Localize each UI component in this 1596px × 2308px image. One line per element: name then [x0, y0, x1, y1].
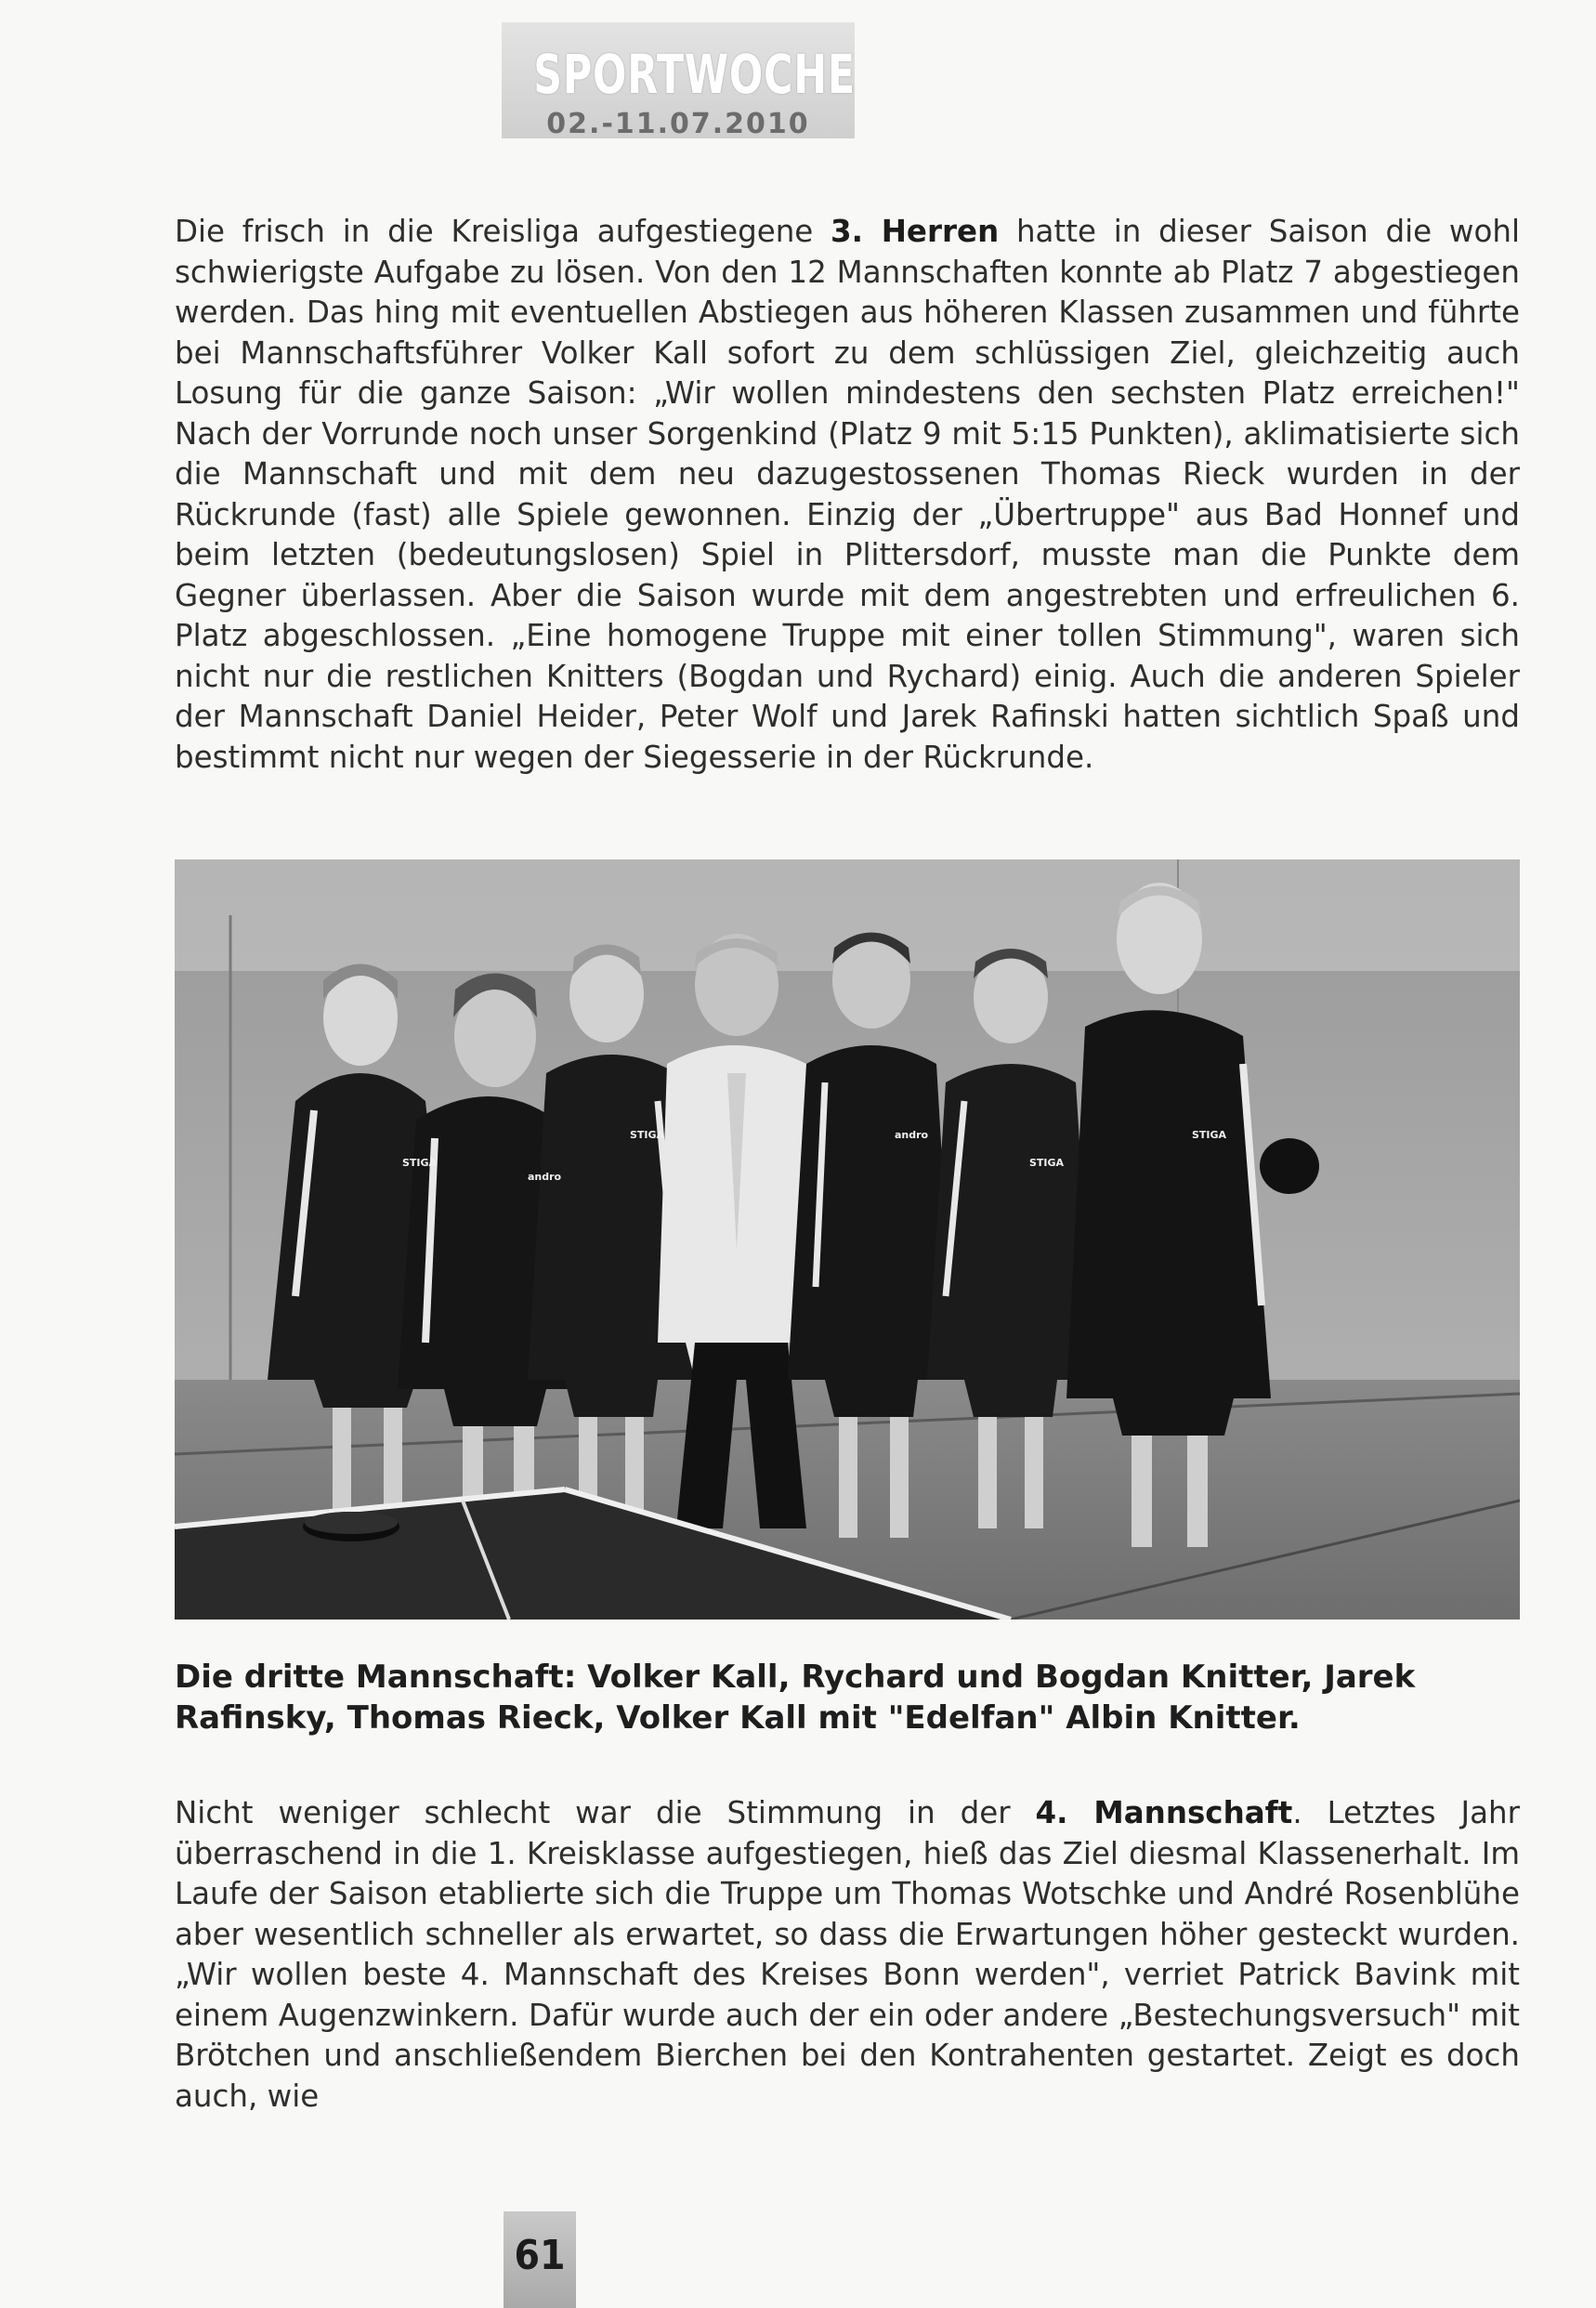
page-number: 61 [514, 2232, 566, 2279]
jersey-logo-text: STIGA [630, 1129, 665, 1141]
paragraph-text: Die frisch in die Kreisliga aufgestiegene [175, 214, 831, 249]
jersey-logo-text: STIGA [1029, 1157, 1065, 1169]
paragraph-text: . Letztes Jahr überraschend in die 1. Kreisklasse aufgestiegen, hieß das Ziel diesmal Klassenerhalt. Im Laufe der Saison etablierte sich die Truppe um Thomas Wotschke und André Rosenblühe aber wesentlich schneller als erwartet, so dass die Erwartungen höher gesteckt wurden. „Wir wollen beste 4. Mannschaft des Kreises Bonn werden", verriet Patrick Bavink mit einem Augenzwinkern. Dafür wurde auch der ein oder andere „Bestechungsversuch" mit Brötchen und anschließendem Bierchen bei den Kontrahenten gestartet. Zeigt es doch auch, wie [175, 1795, 1520, 2114]
page-number-tab [504, 2211, 576, 2308]
article-paragraph-3rd-team [175, 212, 1520, 778]
team-photo-illustration [175, 859, 1520, 1620]
magazine-title: SPORTWOCHE [533, 43, 856, 106]
team-photo [175, 859, 1520, 1620]
issue-date: 02.-11.07.2010 [546, 108, 810, 140]
team-heading-4-mannschaft: 4. Mannschaft [1035, 1795, 1293, 1830]
jersey-logo-text: STIGA [1192, 1129, 1227, 1141]
jersey-logo-text: andro [528, 1171, 562, 1183]
jersey-logo-text: andro [895, 1129, 929, 1141]
photo-caption: Die dritte Mannschaft: Volker Kall, Rychard und Bogdan Knitter, Jarek Rafinsky, Thomas Rieck, Volker Kall mit "Edelfan" Albin Knitter. [175, 1659, 1416, 1737]
jersey-logo-text: STIGA [402, 1157, 438, 1169]
article-paragraph-4th-team [175, 1793, 1520, 2117]
magazine-header [502, 22, 855, 138]
team-heading-3-herren: 3. Herren [831, 214, 1000, 249]
paragraph-text: Nicht weniger schlecht war die Stimmung in der [175, 1795, 1036, 1830]
paragraph-text: hatte in dieser Saison die wohl schwierigste Aufgabe zu lösen. Von den 12 Mannschaften konnte ab Platz 7 abgestiegen werden. Das hing mit eventuellen Abstiegen aus höheren Klassen zusammen und führte bei Mannschaftsführer Volker Kall sofort zu dem schlüssigen Ziel, gleichzeitig auch Losung für die ganze Saison: „Wir wollen mindestens den sechsten Platz erreichen!" Nach der Vorrunde noch unser Sorgenkind (Platz 9 mit 5:15 Punkten), aklimatisierte sich die Mannschaft und mit dem neu dazugestossenen Thomas Rieck wurden in der Rückrunde (fast) alle Spiele gewonnen. Einzig der „Übertruppe" aus Bad Honnef und beim letzten (bedeutungslosen) Spiel in Plittersdorf, musste man die Punkte dem Gegner überlassen. Aber die Saison wurde mit dem angestrebten und erfreulichen 6. Platz abgeschlossen. „Eine homogene Truppe mit einer tollen Stimmung", waren sich nicht nur die restlichen Knitters (Bogdan und Rychard) einig. Auch die anderen Spieler der Mannschaft Daniel Heider, Peter Wolf und Jarek Rafinski hatten sichtlich Spaß und bestimmt nicht nur wegen der Siegesserie in der Rückrunde. [175, 214, 1520, 775]
